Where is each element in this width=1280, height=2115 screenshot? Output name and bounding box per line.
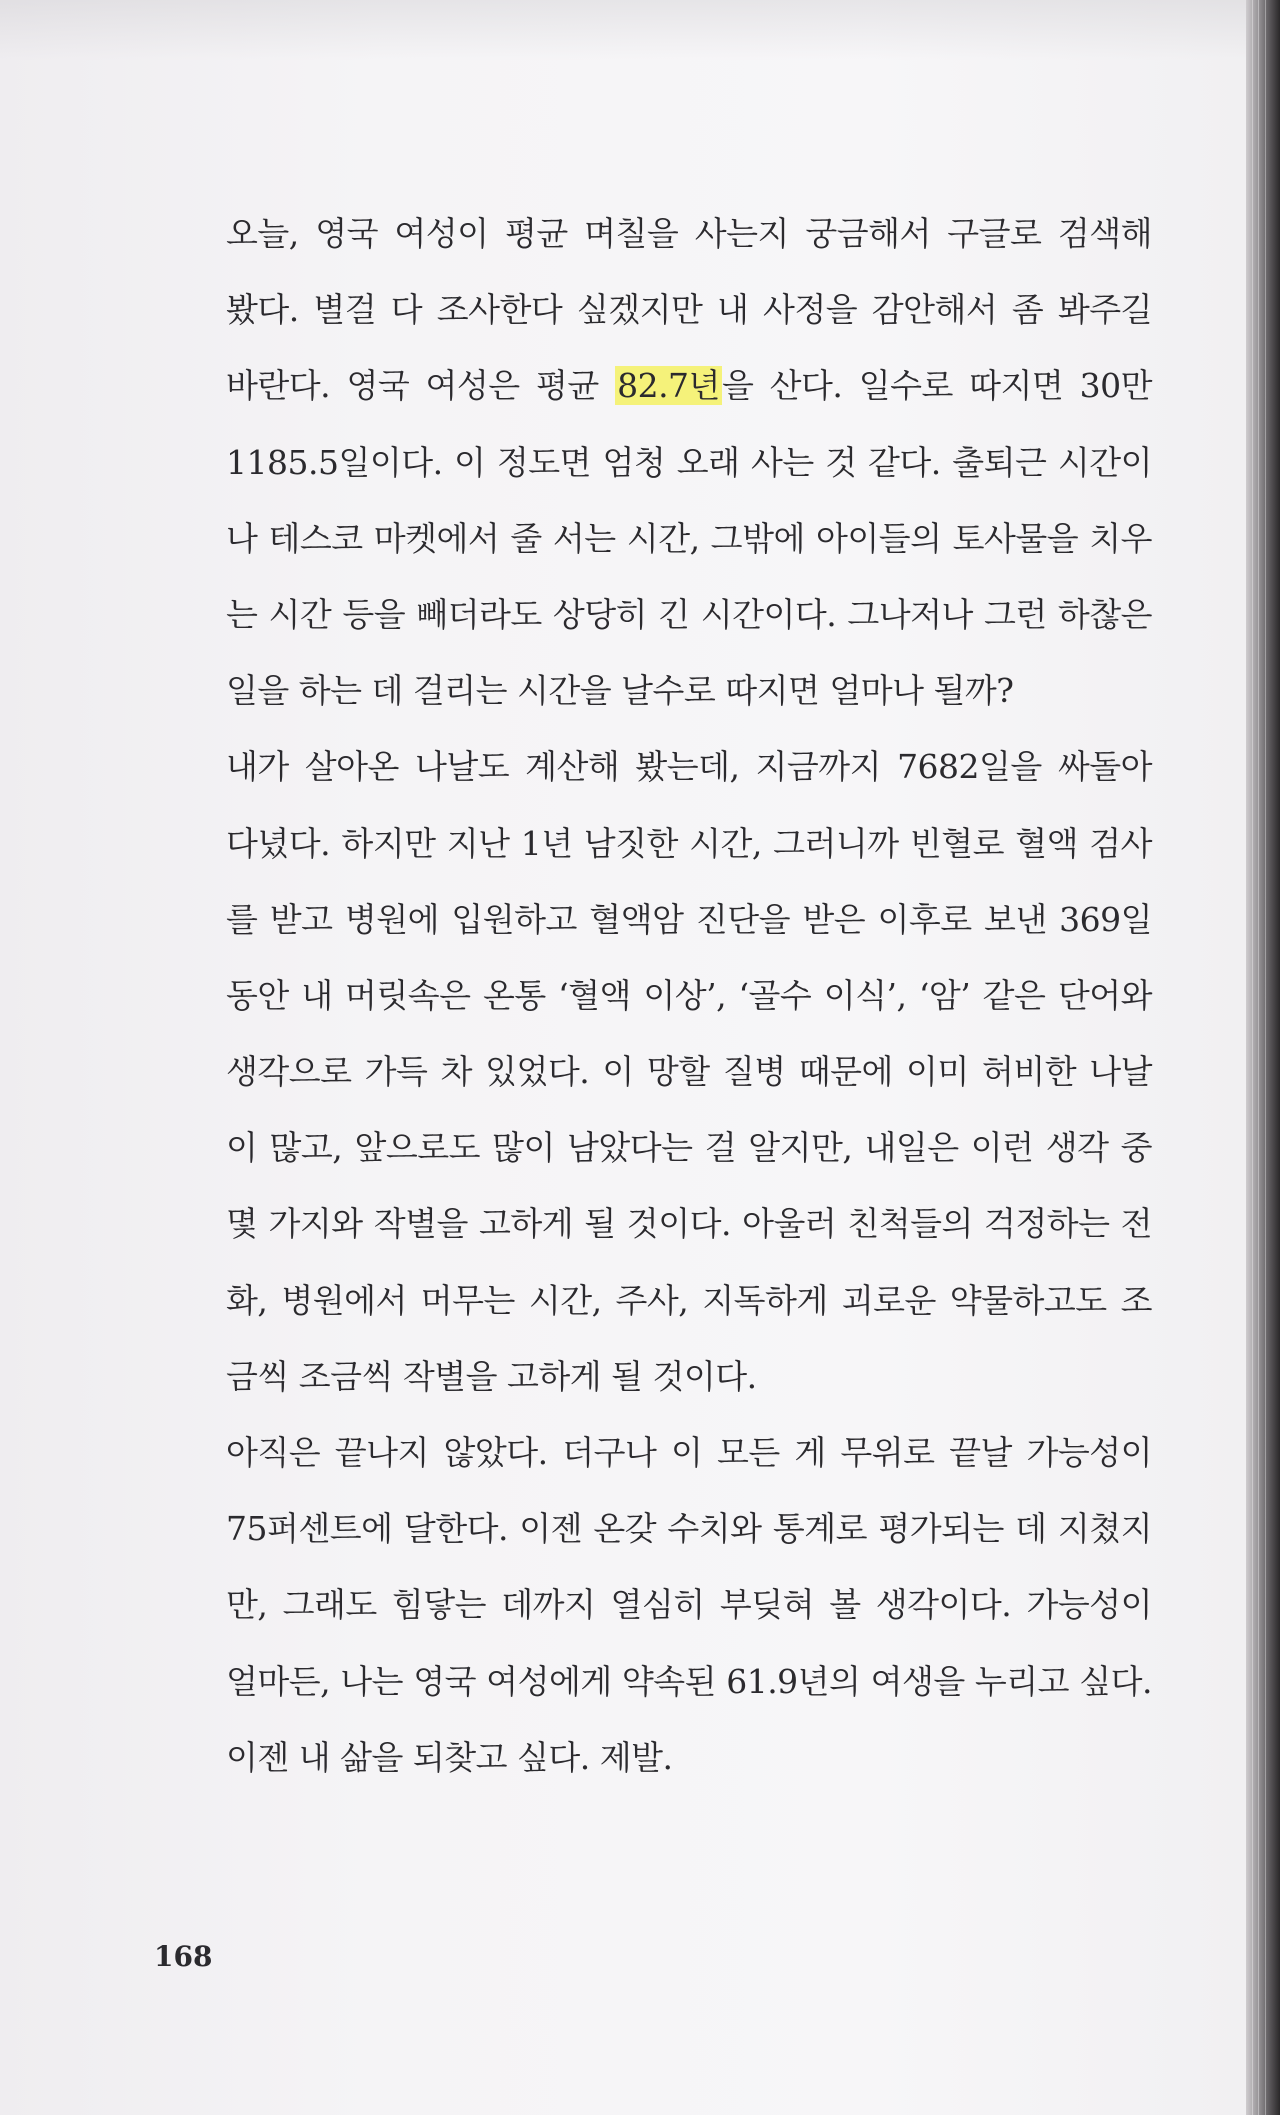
text-line: 바란다. 영국 여성은 평균 82.7년을 산다. 일수로 따지면 30만 <box>226 366 1152 406</box>
text-line: 봤다. 별걸 다 조사한다 싶겠지만 내 사정을 감안해서 좀 봐주길 <box>226 290 1152 330</box>
text-line: 오늘, 영국 여성이 평균 며칠을 사는지 궁금해서 구글로 검색해 <box>226 214 1152 253</box>
text-line: 몇 가지와 작별을 고하게 될 것이다. 아울러 친척들의 걱정하는 전 <box>226 1204 1152 1244</box>
text-line: 생각으로 가득 차 있었다. 이 망할 질병 때문에 이미 허비한 나날 <box>226 1052 1152 1092</box>
text-line: 이 많고, 앞으로도 많이 남았다는 걸 알지만, 내일은 이런 생각 중 <box>226 1128 1152 1168</box>
text-line: 내가 살아온 나날도 계산해 봤는데, 지금까지 7682일을 싸돌아 <box>226 747 1152 787</box>
text-line: 금씩 조금씩 작별을 고하게 될 것이다. <box>226 1356 757 1396</box>
text-line: 를 받고 병원에 입원하고 혈액암 진단을 받은 이후로 보낸 369일 <box>226 899 1152 939</box>
text-line: 아직은 끝나지 않았다. 더구나 이 모든 게 무위로 끝날 가능성이 <box>226 1433 1152 1472</box>
text-line: 이젠 내 삶을 되찾고 싶다. 제발. <box>226 1737 673 1777</box>
text-line: 다녔다. 하지만 지난 1년 남짓한 시간, 그러니까 빈혈로 혈액 검사 <box>226 823 1152 863</box>
text-line: 일을 하는 데 걸리는 시간을 날수로 따지면 얼마나 될까? <box>226 671 1014 711</box>
highlighted-text: 82.7년 <box>617 366 720 406</box>
text-line: 얼마든, 나는 영국 여성에게 약속된 61.9년의 여생을 누리고 싶다. <box>226 1661 1152 1701</box>
text-line: 75퍼센트에 달한다. 이젠 온갖 수치와 통계로 평가되는 데 지쳤지 <box>226 1509 1152 1549</box>
page-shadow <box>0 0 1246 60</box>
text-line: 나 테스코 마켓에서 줄 서는 시간, 그밖에 아이들의 토사물을 치우 <box>226 518 1152 558</box>
body-text <box>226 196 1152 1796</box>
text-line: 는 시간 등을 빼더라도 상당히 긴 시간이다. 그나저나 그런 하찮은 <box>226 594 1152 634</box>
page-stack-edge <box>1246 0 1280 2115</box>
page-number: 168 <box>154 1940 213 1973</box>
text-line: 만, 그래도 힘닿는 데까지 열심히 부딪혀 볼 생각이다. 가능성이 <box>226 1585 1152 1625</box>
text-line: 1185.5일이다. 이 정도면 엄청 오래 사는 것 같다. 출퇴근 시간이 <box>226 442 1152 482</box>
text-line: 동안 내 머릿속은 온통 ‘혈액 이상’, ‘골수 이식’, ‘암’ 같은 단어와 <box>226 975 1152 1015</box>
text-line: 화, 병원에서 머무는 시간, 주사, 지독하게 괴로운 약물하고도 조 <box>226 1280 1152 1320</box>
